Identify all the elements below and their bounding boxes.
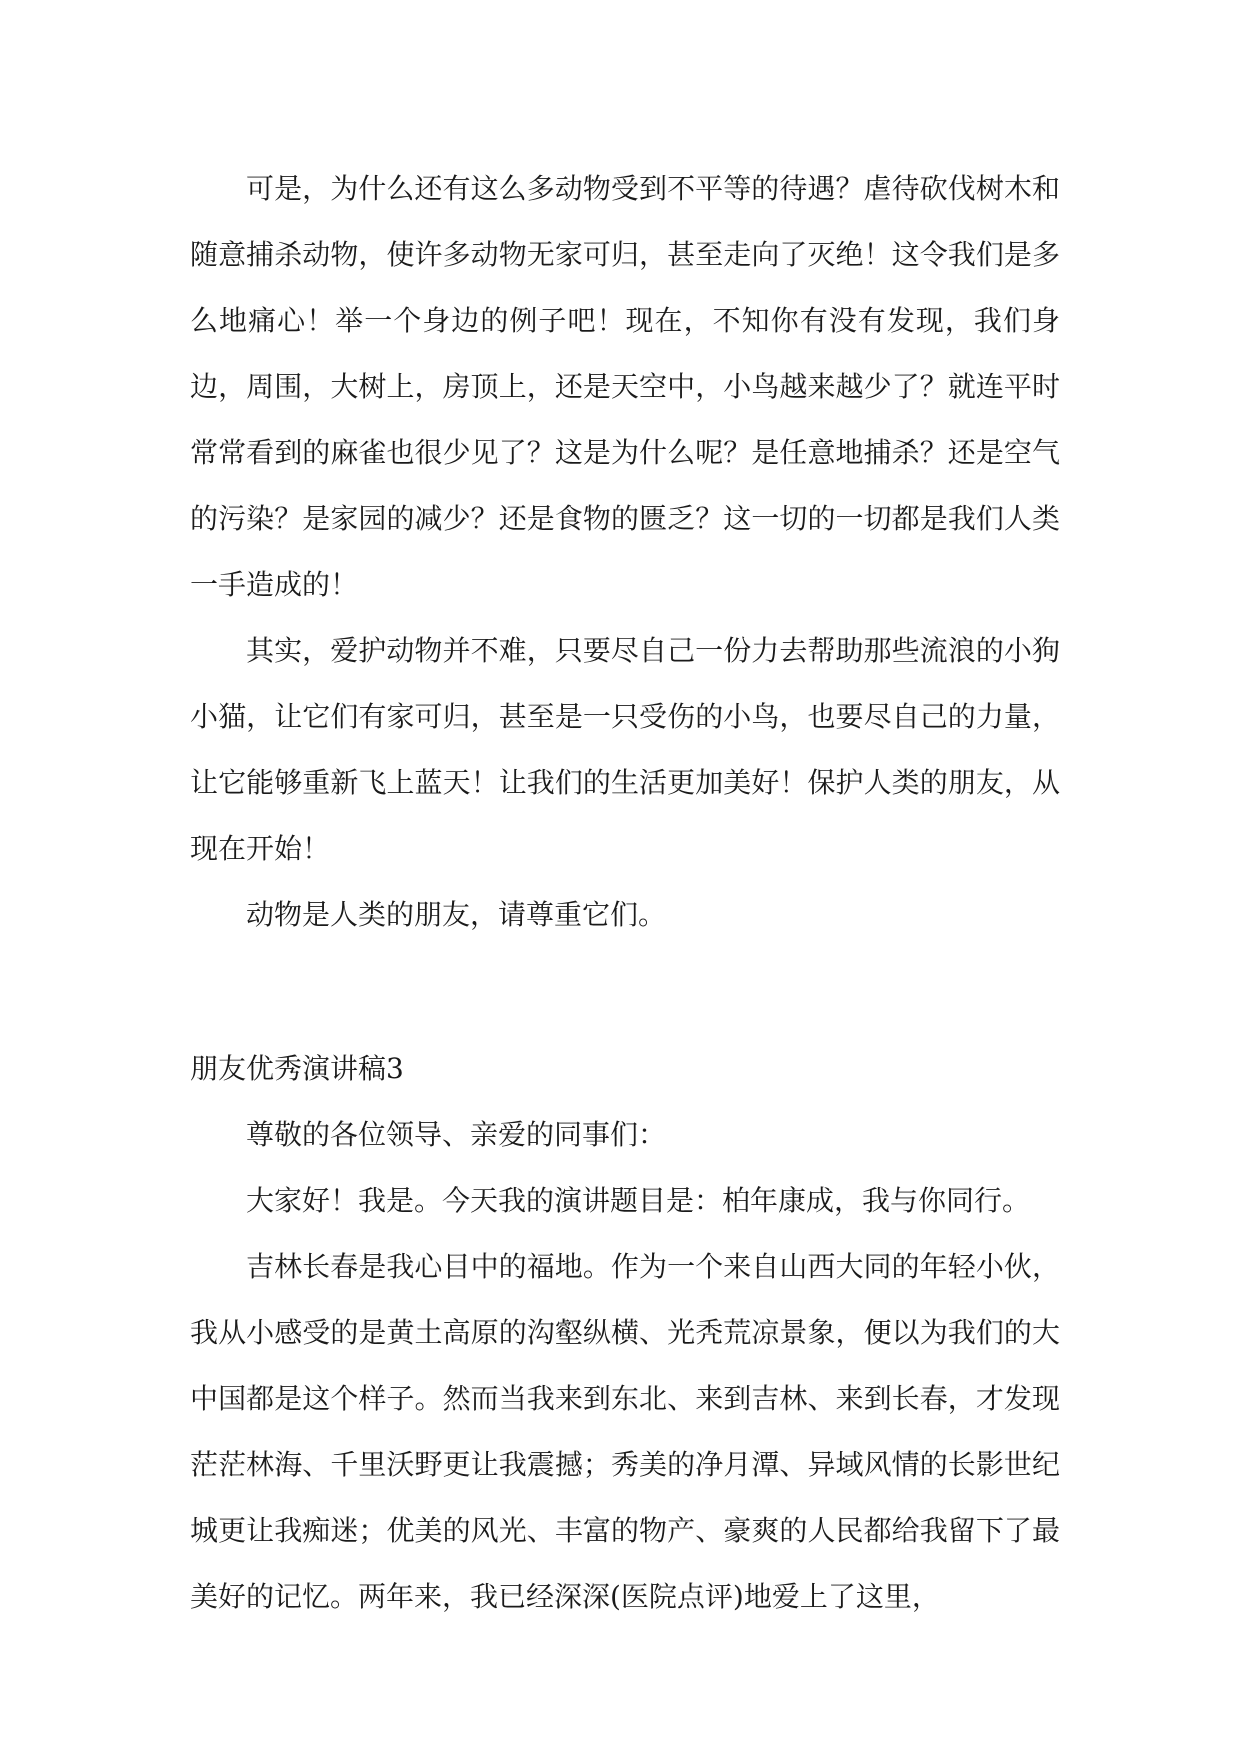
- paragraph-greeting: 尊敬的各位领导、亲爱的同事们：: [246, 1118, 667, 1151]
- paragraph-respect-animals: 动物是人类的朋友，请尊重它们。: [246, 898, 667, 931]
- paragraph-changchun: 吉林长春是我心目中的福地。作为一个来自山西大同的年轻小伙，我从小感受的是黄土高原的沟壑纵横、光秃荒凉景象，便以为我们的大中国都是这个样子。然而当我来到东北、来到吉林、来到长春，才发现茫茫林海、千里沃野更让我震撼；秀美的净月潭、异域风情的长影世纪城更让我痴迷；优美的风光、丰富的物产、豪爽的人民都给我留下了最美好的记忆。两年来，我已经深深(医院点评)地爱上了这里，: [190, 1250, 1060, 1613]
- paragraph-introduction: 大家好！我是。今天我的演讲题目是：柏年康成，我与你同行。: [246, 1184, 1031, 1217]
- section-title: 朋友优秀演讲稿3: [190, 1052, 404, 1085]
- document-body: [190, 156, 1060, 1630]
- paragraph-protect-animals: 其实，爱护动物并不难，只要尽自己一份力去帮助那些流浪的小狗小猫，让它们有家可归，甚至是一只受伤的小鸟，也要尽自己的力量，让它能够重新飞上蓝天！让我们的生活更加美好！保护人类的朋友，从现在开始！: [190, 634, 1060, 865]
- paragraph-animal-mistreatment: 可是，为什么还有这么多动物受到不平等的待遇？虐待砍伐树木和随意捕杀动物，使许多动物无家可归，甚至走向了灭绝！这令我们是多么地痛心！举一个身边的例子吧！现在，不知你有没有发现，我们身边，周围，大树上，房顶上，还是天空中，小鸟越来越少了？就连平时常常看到的麻雀也很少见了？这是为什么呢？是任意地捕杀？还是空气的污染？是家园的减少？还是食物的匮乏？这一切的一切都是我们人类一手造成的！: [190, 172, 1060, 601]
